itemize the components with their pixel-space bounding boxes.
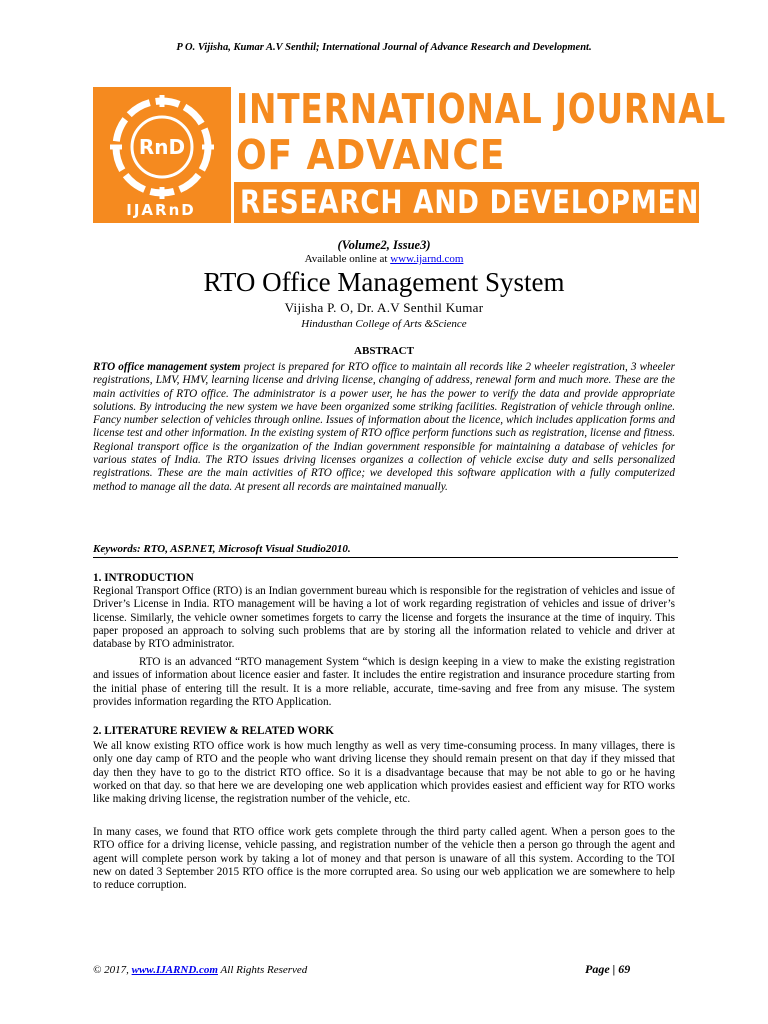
- abstract-text: [93, 361, 675, 494]
- keywords: Keywords: RTO, ASP.NET, Microsoft Visual Studio2010.: [93, 543, 351, 555]
- affiliation: Hindusthan College of Arts &Science: [301, 318, 467, 330]
- divider: [93, 557, 678, 558]
- journal-name-line2: OF ADVANCE: [236, 131, 506, 179]
- availability: [0, 253, 768, 265]
- section2-heading: 2. LITERATURE REVIEW & RELATED WORK: [93, 725, 334, 737]
- logo-mark: RnD: [138, 135, 186, 159]
- section1-para1: Regional Transport Office (RTO) is an Indian government bureau which is responsible for the registration of vehicles and issue of Driver’s License in India. RTO management will be having a lot of work regarding registration of vehicles and issue of driver’s license. Similarly, the vehicle owner sometimes forgets to carry the license and forgets the insurance at the time of inquiry. This paper proposed an approach to solving such problems that are by storing all the information related to vehicle and driver at database by RTO administrator.: [93, 585, 675, 651]
- footer-site-link[interactable]: www.IJARND.com: [131, 964, 218, 976]
- footer-copyright: [93, 964, 307, 976]
- abstract-lead: RTO office management system: [93, 361, 241, 373]
- running-header: P O. Vijisha, Kumar A.V Senthil; International Journal of Advance Research and Development.: [176, 42, 592, 53]
- journal-name-line1: INTERNATIONAL JOURNAL: [236, 85, 727, 133]
- journal-name-line3: RESEARCH AND DEVELOPMENT: [240, 183, 718, 221]
- footer-rights: All Rights Reserved: [218, 964, 308, 976]
- issue-info: (Volume2, Issue3): [337, 238, 431, 252]
- authors: Vijisha P. O, Dr. A.V Senthil Kumar: [284, 300, 484, 315]
- paper-title: RTO Office Management System: [203, 267, 565, 297]
- abstract-heading: ABSTRACT: [354, 345, 414, 357]
- availability-prefix: Available online at: [304, 253, 391, 265]
- page-number: Page | 69: [585, 962, 631, 976]
- abstract-body: project is prepared for RTO office to maintain all records like 2 wheeler registration, 3 wheeler registrations, LMV, HMV, learning license and driving license, changing of address, renewal form and much more. These are the main activities of RTO office. The administrator is a power user, he has the power to verify the data and provide appropriate solutions. By introducing the new system we have been organized some striking facilities. Registration of vehicle through online. Fancy number selection of vehicles through online. Issues of information about the licence, which includes application forms and license test and other information. In the existing system of RTO office perform functions such as registration, license and fitness. Regional transport office is the organization of the Indian government responsible for maintaining a database of vehicles for various states of India. The RTO issues driving licenses organizes a collection of vehicle excise duty and sells personalized registrations. These are the main activities of RTO office; we developed this software application with a fully computerized method to manage all the data. At present all records are maintained manually.: [93, 361, 675, 493]
- section1-heading: 1. INTRODUCTION: [93, 572, 194, 584]
- journal-link[interactable]: www.ijarnd.com: [390, 253, 464, 265]
- logo-text: IJARnD: [126, 201, 196, 219]
- copyright-prefix: © 2017,: [93, 964, 132, 976]
- section1-para2-text: RTO is an advanced “RTO management System “which is design keeping in a view to make the existing registration and issues of information about licence easier and faster. It includes the entire registration and insurance procedure starting from the initial phase of entering till the result. It is a more reliable, accurate, time-saving and free from any misuse. The system provides information regarding the RTO Application.: [93, 656, 675, 708]
- section2-para2: In many cases, we found that RTO office work gets complete through the third party called agent. When a person goes to the RTO office for a driving license, vehicle passing, and registration number of the vehicle then a person go through the agent and agent will complete person work by taking a lot of money and that person is unaware of all this system. According to the TOI new on dated 3 September 2015 RTO office is the more corrupted area. So using our web application we are somewhere to help to reduce corruption.: [93, 826, 675, 892]
- section2-para1: We all know existing RTO office work is how much lengthy as well as very time-consuming process. In many villages, there is only one day camp of RTO and the people who want driving license they should remain present on that day if they missed that day then they have to go to the district RTO office. So it is a disadvantage because that may be not able to go or he having worked on that day. so that here we are developing one web application which provides easiest and efficient way for RTO works like making driving license, the registration number of the vehicle, etc.: [93, 740, 675, 806]
- section1-para2: [93, 656, 675, 709]
